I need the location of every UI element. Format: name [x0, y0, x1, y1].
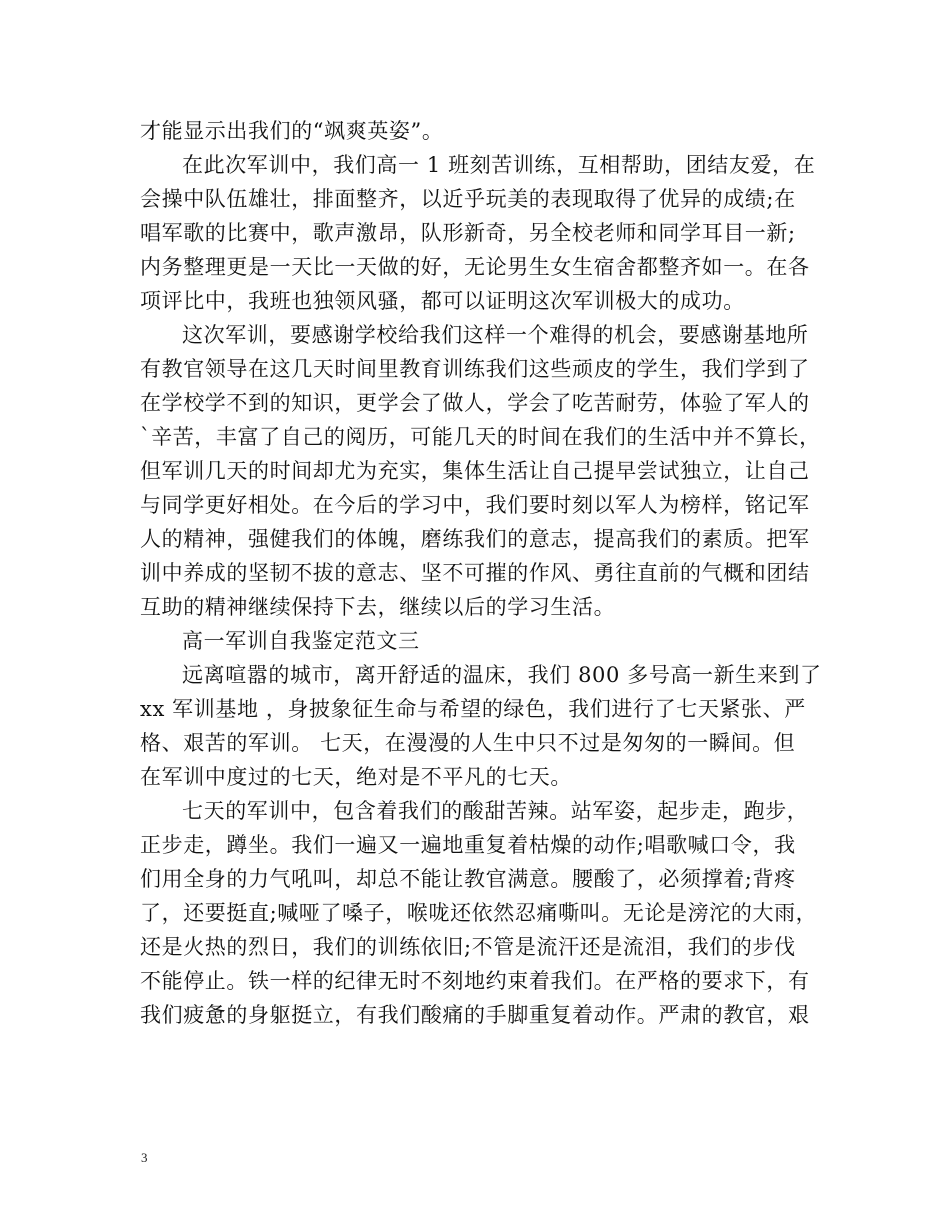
- text-line: 人的精神，强健我们的体魄，磨练我们的意志，提高我们的素质。把军: [140, 527, 810, 551]
- text-line: 七天的军训中，包含着我们的酸甜苦辣。站军姿，起步走，跑步，: [182, 799, 809, 823]
- text-line: `辛苦，丰富了自己的阅历，可能几天的时间在我们的生活中并不算长，: [140, 425, 821, 449]
- text-line: 不能停止。铁一样的纪律无时不刻地约束着我们。在严格的要求下，有: [140, 969, 810, 993]
- text-line: 正步走，蹲坐。我们一遍又一遍地重复着枯燥的动作;唱歌喊口令，我: [140, 833, 796, 857]
- text-line: 高一军训自我鉴定范文三: [182, 629, 420, 653]
- text-line: 在学校学不到的知识，更学会了做人，学会了吃苦耐劳，体验了军人的: [140, 391, 810, 415]
- text-line: 远离喧嚣的城市，离开舒适的温床，我们 800 多号高一新生来到了: [182, 663, 822, 687]
- text-line: 内务整理更是一天比一天做的好，无论男生女生宿舍都整齐如一。在各: [140, 255, 810, 279]
- text-line: 项评比中，我班也独领风骚，都可以证明这次军训极大的成功。: [140, 289, 745, 313]
- text-line: 唱军歌的比赛中，歌声激昂，队形新奇，另全校老师和同学耳目一新;: [140, 221, 796, 245]
- text-line: 在此次军训中，我们高一 1 班刻苦训练，互相帮助，团结友爱，在: [182, 153, 816, 177]
- text-line: 在军训中度过的七天，绝对是不平凡的七天。: [140, 765, 572, 789]
- text-line: xx 军训基地 ，身披象征生命与希望的绿色，我们进行了七天紧张、严: [140, 697, 806, 721]
- text-line: 我们疲惫的身躯挺立，有我们酸痛的手脚重复着动作。严肃的教官，艰: [140, 1003, 810, 1027]
- document-body: [140, 114, 830, 1032]
- text-line: 这次军训，要感谢学校给我们这样一个难得的机会，要感谢基地所: [182, 323, 809, 347]
- text-line: 但军训几天的时间却尤为充实，集体生活让自己提早尝试独立，让自己: [140, 459, 810, 483]
- text-line: 互助的精神继续保持下去，继续以后的学习生活。: [140, 595, 616, 619]
- text-line: 有教官领导在这几天时间里教育训练我们这些顽皮的学生，我们学到了: [140, 357, 810, 381]
- text-line: 训中养成的坚韧不拔的意志、坚不可摧的作风、勇往直前的气概和团结: [140, 561, 810, 585]
- text-line: 格、艰苦的军训。 七天，在漫漫的人生中只不过是匆匆的一瞬间。但: [140, 731, 796, 755]
- text-line: 们用全身的力气吼叫，却总不能让教官满意。腰酸了，必须撑着;背疼: [140, 867, 796, 891]
- page-number: 3: [141, 1150, 148, 1165]
- text-line: 还是火热的烈日，我们的训练依旧;不管是流汗还是流泪，我们的步伐: [140, 935, 796, 959]
- text-line: 会操中队伍雄壮，排面整齐，以近乎玩美的表现取得了优异的成绩;在: [140, 187, 796, 211]
- text-line: 了，还要挺直;喊哑了嗓子，喉咙还依然忍痛嘶叫。无论是滂沱的大雨，: [140, 901, 818, 925]
- text-line: 与同学更好相处。在今后的学习中，我们要时刻以军人为榜样，铭记军: [140, 493, 810, 517]
- text-line: 才能显示出我们的“飒爽英姿”。: [140, 119, 444, 143]
